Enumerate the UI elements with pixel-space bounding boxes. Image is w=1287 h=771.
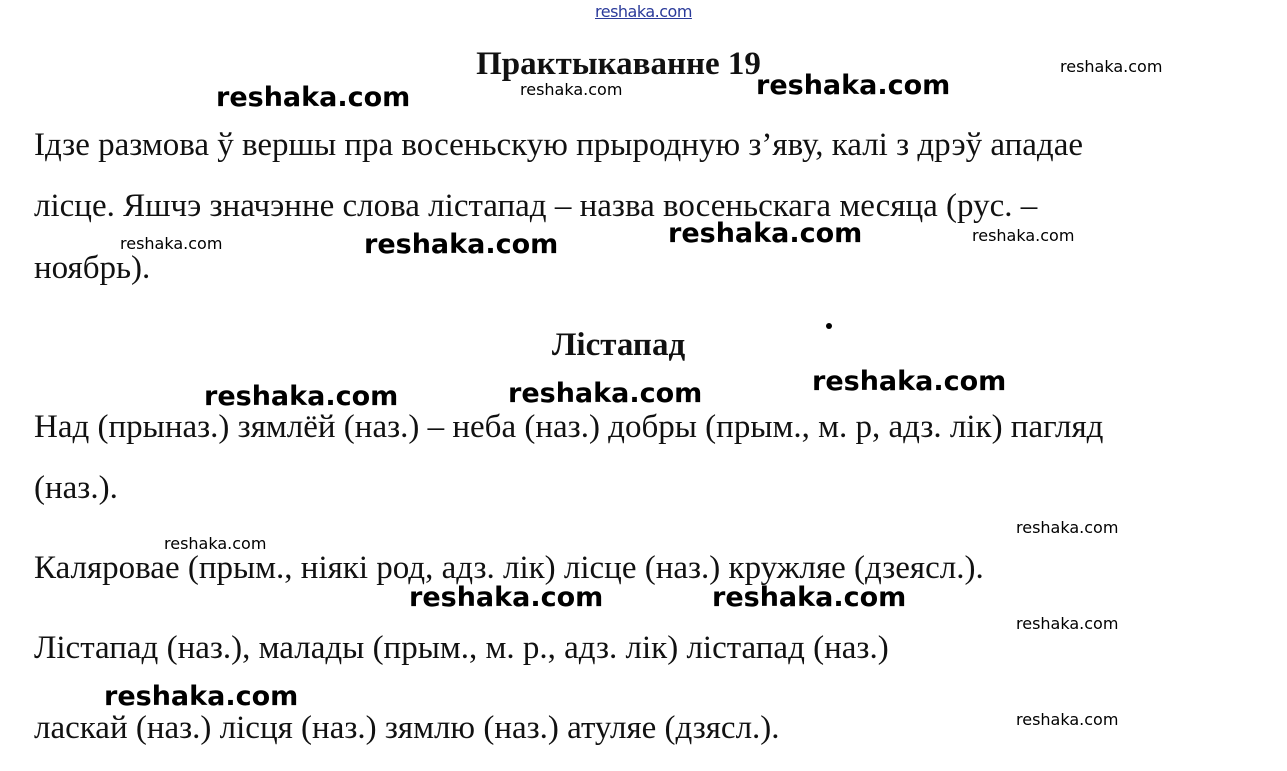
intro-line-2: лісце. Яшчэ значэнне слова лістапад – назва восеньскага месяца (рус. – (34, 188, 1038, 224)
watermark: reshaka.com (409, 582, 604, 613)
stray-dot (826, 323, 832, 329)
exercise-title: Практыкаванне 19 (476, 46, 761, 82)
watermark: reshaka.com (120, 234, 223, 253)
watermark: reshaka.com (972, 226, 1075, 245)
watermark: reshaka.com (104, 681, 299, 712)
intro-line-3: ноябрь). (34, 250, 151, 286)
watermark: reshaka.com (364, 229, 559, 260)
analysis-line-2: (наз.). (34, 470, 118, 506)
watermark: reshaka.com (164, 534, 267, 553)
watermark: reshaka.com (216, 82, 411, 113)
watermark: reshaka.com (508, 378, 703, 409)
watermark-top-link[interactable]: reshaka.com (595, 2, 692, 21)
watermark: reshaka.com (1016, 518, 1119, 537)
watermark: reshaka.com (668, 218, 863, 249)
analysis-line-3: Каляровае (прым., ніякі род, адз. лік) лісце (наз.) кружляе (дзеясл.). (34, 550, 984, 586)
watermark: reshaka.com (1016, 710, 1119, 729)
analysis-line-4: Лістапад (наз.), малады (прым., м. р., адз. лік) лістапад (наз.) (34, 630, 889, 666)
analysis-line-1: Над (прыназ.) зямлёй (наз.) – неба (наз.) добры (прым., м. р, адз. лік) пагляд (34, 409, 1104, 445)
watermark: reshaka.com (712, 582, 907, 613)
poem-title: Лістапад (551, 327, 686, 363)
watermark: reshaka.com (1060, 57, 1163, 76)
watermark: reshaka.com (756, 70, 951, 101)
analysis-line-5: ласкай (наз.) лісця (наз.) зямлю (наз.) атуляе (дзясл.). (34, 710, 780, 746)
watermark: reshaka.com (1016, 614, 1119, 633)
watermark: reshaka.com (812, 366, 1007, 397)
watermark: reshaka.com (204, 381, 399, 412)
watermark: reshaka.com (520, 80, 623, 99)
intro-line-1: Ідзе размова ў вершы пра восеньскую прыродную з’яву, калі з дрэў ападае (34, 127, 1083, 163)
